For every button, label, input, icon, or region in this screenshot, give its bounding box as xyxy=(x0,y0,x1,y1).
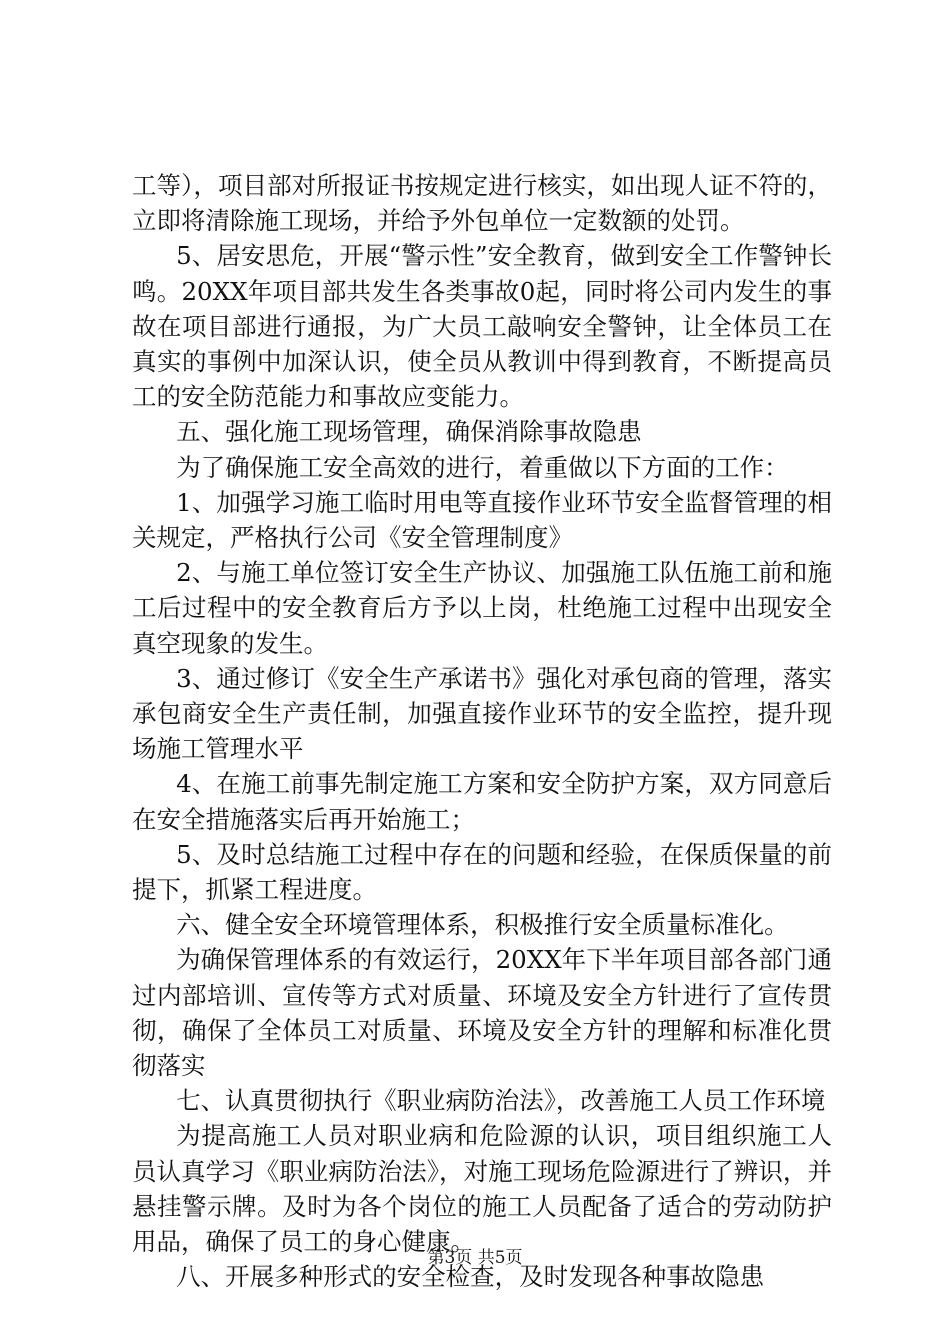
section-heading: 八、开展多种形式的安全检查，及时发现各种事故隐患 xyxy=(176,1262,765,1292)
list-item: 3、通过修订《安全生产承诺书》强化对承包商的管理，落实承包商安全生产责任制，加强直接作业环节的安全监控，提升现场施工管理水平 xyxy=(132,663,832,764)
paragraph: 5、居安思危，开展“警示性”安全教育，做到安全工作警钟长鸣。20XX年项目部共发生各类事故0起，同时将公司内发生的事故在项目部进行通报，为广大员工敲响安全警钟，让全体员工在真实的事例中加深认识，使全员从教训中得到教育，不断提高员工的安全防范能力和事故应变能力。 xyxy=(132,241,832,412)
list-item: 4、在施工前事先制定施工方案和安全防护方案，双方同意后在安全措施落实后再开始施工； xyxy=(132,769,832,834)
document-body xyxy=(132,168,832,1295)
list-item: 2、与施工单位签订安全生产协议、加强施工队伍施工前和施工后过程中的安全教育后方予以上岗，杜绝施工过程中出现安全真空现象的发生。 xyxy=(132,558,832,658)
list-item: 1、加强学习施工临时用电等直接作业环节安全监督管理的相关规定，严格执行公司《安全管理制度》 xyxy=(132,487,832,553)
paragraph: 为提高施工人员对职业病和危险源的认识，项目组织施工人员认真学习《职业病防治法》，对施工现场危险源进行了辨识，并悬挂警示牌。及时为各个岗位的施工人员配备了适合的劳动防护用品，确保了员工的身心健康。 xyxy=(132,1121,832,1257)
section-heading: 五、强化施工现场管理，确保消除事故隐患 xyxy=(176,417,642,447)
paragraph: 为确保管理体系的有效运行，20XX年下半年项目部各部门通过内部培训、宣传等方式对质量、环境及安全方针进行了宣传贯彻，确保了全体员工对质量、环境及安全方针的理解和标准化贯彻落实 xyxy=(132,945,832,1081)
page-number-footer: 第3页 共5页 xyxy=(427,1248,523,1268)
list-item: 5、及时总结施工过程中存在的问题和经验，在保质保量的前提下，抓紧工程进度。 xyxy=(132,839,832,905)
section-heading: 七、认真贯彻执行《职业病防治法》，改善施工人员工作环境 xyxy=(176,1086,826,1116)
section-heading: 六、健全安全环境管理体系，积极推行安全质量标准化。 xyxy=(176,910,789,940)
paragraph: 为了确保施工安全高效的进行，着重做以下方面的工作： xyxy=(176,452,789,482)
paragraph: 工等），项目部对所报证书按规定进行核实，如出现人证不符的，立即将清除施工现场，并给予外包单位一定数额的处罚。 xyxy=(132,171,832,236)
